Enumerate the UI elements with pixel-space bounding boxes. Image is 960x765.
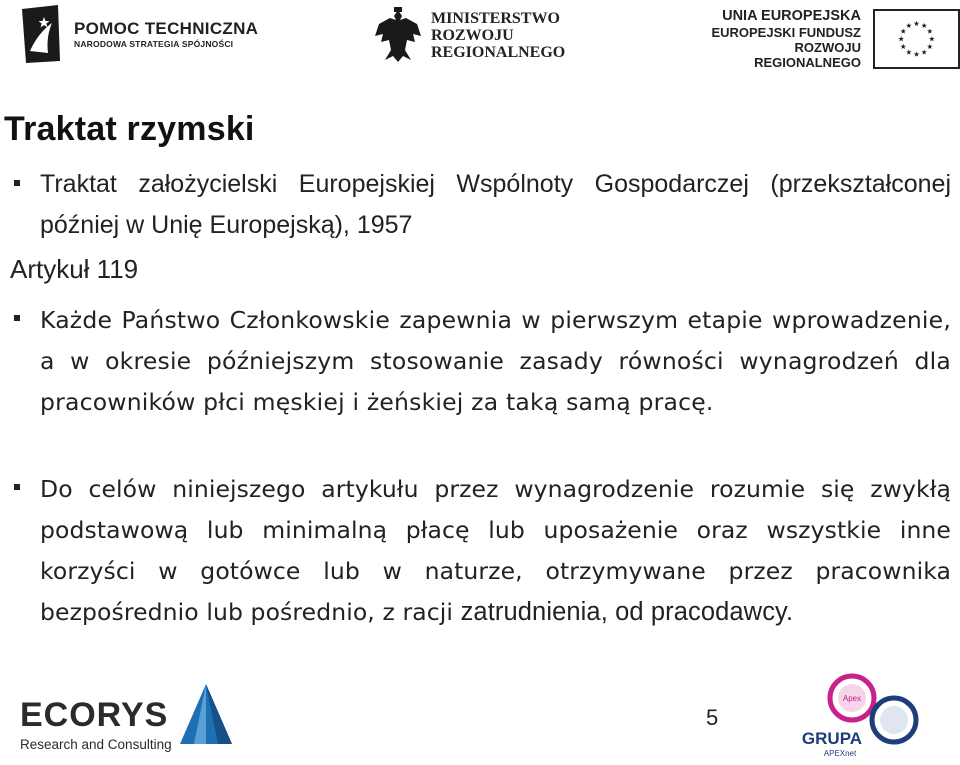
eu-star — [921, 23, 926, 28]
ecorys-name: ECORYS — [20, 696, 169, 734]
bullet-marker — [14, 484, 20, 490]
page-number: 5 — [706, 705, 719, 730]
eu-star — [921, 49, 926, 54]
pomoc-techniczna-logo — [18, 4, 258, 64]
eu-star — [898, 36, 903, 41]
bullet-definition — [40, 469, 951, 633]
eu-star — [906, 49, 911, 54]
eu-line1: UNIA EUROPEJSKA — [722, 8, 861, 24]
eu-star — [906, 23, 911, 28]
eu-star — [927, 44, 932, 49]
definition-end: zatrudnienia, od pracodawcy. — [460, 598, 794, 626]
apex-badge-text: Apex — [842, 694, 862, 703]
eu-flag-icon — [873, 9, 960, 69]
definition-main: Do celów niniejszego artykułu przez wynagrodzenie rozumie się zwykłą podstawową lub minimalną płacę lub uposażenie oraz wszystkie inne korzyści w gotówce lub w naturze, otrzymywane przez pracownika bezpośrednio lub pośrednio, z racji — [40, 475, 951, 626]
eu-star — [900, 28, 905, 33]
grupa-apex-logo-icon — [800, 672, 930, 762]
bullet-marker — [14, 315, 20, 321]
bullet-equal-pay: Każde Państwo Członkowskie zapewnia w pierwszym etapie wprowadzenie, a w okresie późniejszym stosowanie zasady równości wynagrodzeń dla pracowników płci męskiej i żeńskiej za taką samą pracę. — [40, 306, 951, 416]
ecorys-logo — [20, 682, 240, 752]
article-heading: Artykuł 119 — [10, 254, 139, 284]
eu-star — [929, 36, 934, 41]
eu-logo — [694, 8, 960, 70]
mrr-line2: ROZWOJU — [431, 26, 514, 44]
eu-star — [900, 44, 905, 49]
page-title: Traktat rzymski — [4, 110, 255, 148]
mrr-logo — [373, 6, 565, 64]
pomoc-techniczna-logo-icon — [18, 3, 64, 65]
eu-star — [914, 21, 919, 26]
eu-line2: EUROPEJSKI FUNDUSZ — [711, 25, 861, 40]
polish-eagle-icon — [373, 6, 423, 64]
ecorys-triangle-icon — [176, 682, 240, 752]
eu-line3: ROZWOJU REGIONALNEGO — [754, 40, 861, 70]
mrr-line3: REGIONALNEGO — [431, 43, 566, 61]
eu-star — [927, 28, 932, 33]
grupa-sub: APEXnet — [823, 749, 857, 758]
pt-title: POMOC TECHNICZNA — [74, 19, 259, 38]
ecorys-subtitle: Research and Consulting — [20, 737, 172, 752]
grupa-name: GRUPA — [801, 729, 863, 748]
bullet-treaty: Traktat założycielski Europejskiej Wspólnoty Gospodarczej (przekształconej później w Unię Europejską), 1957 — [40, 170, 951, 239]
mrr-line1: MINISTERSTWO — [431, 9, 560, 27]
pt-subtitle: NARODOWA STRATEGIA SPÓJNOŚCI — [74, 39, 234, 49]
eu-star — [914, 51, 919, 56]
bullet-marker — [14, 180, 20, 186]
